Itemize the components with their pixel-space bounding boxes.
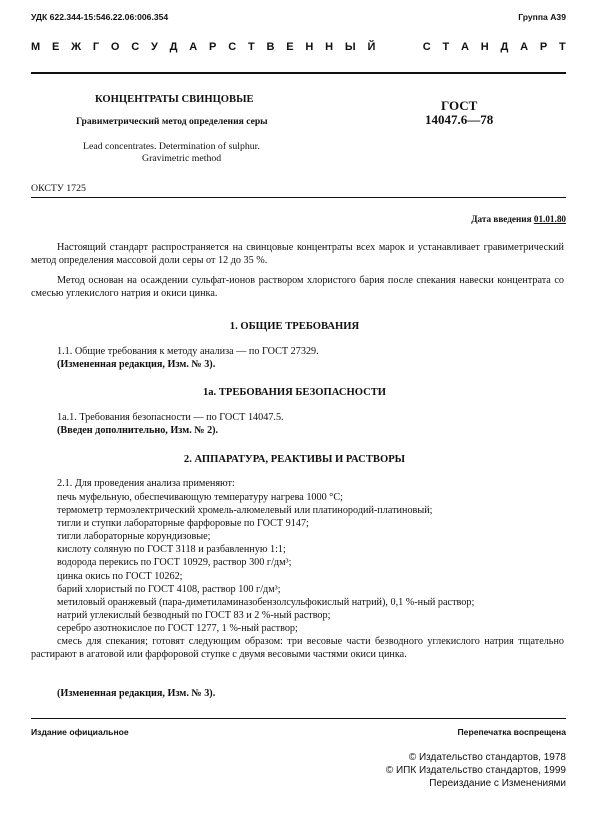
title-ru: КОНЦЕНТРАТЫ СВИНЦОВЫЕ: [95, 94, 254, 105]
banner-letter: [405, 41, 411, 57]
intro-paragraph-2: Метод основан на осаждении сульфат-ионов раствором хлористого бария после спекания навески концентрата со смесью углекислого натрия и окиси цинка.: [31, 275, 564, 299]
banner-letter: Ж: [71, 41, 82, 53]
banner-letter: А: [520, 41, 529, 53]
banner-letter: М: [31, 41, 41, 53]
banner-letter: Д: [500, 41, 509, 53]
section-1-note: (Измененная редакция, Изм. № 3).: [57, 359, 216, 370]
banner-letter: [387, 41, 393, 57]
banner-letter: Е: [51, 41, 60, 53]
reagent-item: печь муфельную, обеспечивающую температуру нагрева 1000 °С;: [57, 492, 343, 503]
group-code: Группа А39: [518, 12, 566, 22]
title-en-line2: Gravimetric method: [142, 153, 222, 164]
section-2-intro: 2.1. Для проведения анализа применяют:: [57, 478, 235, 489]
banner-letter: Д: [169, 41, 178, 53]
okstu-code: ОКСТУ 1725: [31, 183, 86, 194]
reagent-item: метиловый оранжевый (пара-диметиламиназобензолсульфокислый натрий), 0,1 %-ный раствор;: [57, 596, 475, 608]
section-1a-note: (Введен дополнительно, Изм. № 2).: [57, 425, 219, 436]
official-edition: Издание официальное: [31, 727, 129, 737]
method-title-ru: Гравиметрический метод определения серы: [76, 116, 268, 127]
okstu-rule: [31, 197, 566, 198]
top-rule: [31, 72, 566, 74]
banner-letter: У: [151, 41, 158, 53]
banner-letter: Ы: [344, 41, 356, 53]
title-en-line1: Lead concentrates. Determination of sulphur.: [83, 141, 260, 152]
reagent-item: водорода перекись по ГОСТ 10929, раствор 300 г/дм³;: [57, 557, 292, 569]
section-1a-heading: 1а. ТРЕБОВАНИЯ БЕЗОПАСНОСТИ: [202, 387, 387, 398]
banner-letter: А: [189, 41, 198, 53]
reagent-item: барий хлористый по ГОСТ 4108, раствор 100 г/дм³;: [57, 583, 281, 595]
reissue-note: Переиздание с Изменениями: [429, 778, 566, 789]
banner-letter: Т: [442, 41, 450, 53]
banner-letter: Н: [305, 41, 314, 53]
banner-letter: С: [228, 41, 237, 53]
banner-letter: Н: [480, 41, 489, 53]
section-1-text: 1.1. Общие требования к методу анализа — по ГОСТ 27329.: [57, 346, 319, 357]
sintering-mixture-text: смесь для спекания; готовят следующим образом: три весовые части безводного углекислого натрия тщательно растирают в агатовой или фарфоровой ступке с двумя весовыми частями окиси цинка.: [31, 636, 564, 660]
section-1-heading: 1. ОБЩИЕ ТРЕБОВАНИЯ: [229, 321, 360, 332]
banner-letter: Р: [539, 41, 548, 53]
udk-code: УДК 622.344-15:546.22.06:006.354: [31, 12, 169, 22]
reagent-item: тигли лабораторные корундизовые;: [57, 531, 211, 543]
reagent-item: цинка окись по ГОСТ 10262;: [57, 570, 183, 582]
copyright-1999: © ИПК Издательство стандартов, 1999: [385, 765, 566, 776]
intro-paragraph-1: Настоящий стандарт распространяется на свинцовые концентраты всех марок и устанавливает гравиметрический метод определения массовой доли серы от 12 до 35 %.: [31, 242, 564, 266]
banner-letter: А: [461, 41, 469, 53]
reprint-prohibited: Перепечатка воспрещена: [457, 727, 566, 737]
banner-letter: Н: [325, 41, 334, 53]
banner-letter: Й: [367, 41, 376, 53]
reagent-item: тигли и ступки лабораторные фарфоровые по ГОСТ 9147;: [57, 518, 309, 530]
banner-letter: Т: [247, 41, 255, 53]
date-value: 01.01.80: [533, 214, 566, 224]
reagent-list: [57, 491, 474, 635]
banner-letter: Е: [286, 41, 294, 53]
copyright-1978: © Издательство стандартов, 1978: [408, 752, 566, 763]
footer-rule: [31, 718, 566, 719]
reagent-item: кислоту соляную по ГОСТ 3118 и разбавленную 1:1;: [57, 544, 286, 556]
section-2-note: (Измененная редакция, Изм. № 3).: [57, 688, 216, 699]
banner-letter: Р: [209, 41, 217, 53]
gost-number: 14047.6—78: [425, 112, 494, 127]
reagent-item: натрий углекислый безводный по ГОСТ 83 и 2 %-ный раствор;: [57, 609, 331, 621]
banner-letter: Т: [559, 41, 566, 53]
reagent-item: серебро азотнокислое по ГОСТ 1277, 1 %-ный раствор;: [57, 622, 298, 634]
reagent-item: термометр термоэлектрический хромель-алюмелевый или платинородий-платиновый;: [57, 505, 433, 517]
gost-label: ГОСТ: [441, 98, 478, 113]
section-2-heading: 2. АППАРАТУРА, РЕАКТИВЫ И РАСТВОРЫ: [183, 454, 406, 465]
banner-letter: С: [422, 41, 431, 53]
effective-date: [471, 214, 566, 224]
interstate-standard-banner: [31, 41, 566, 57]
section-1a-text: 1а.1. Требования безопасности — по ГОСТ 14047.5.: [57, 412, 284, 423]
banner-letter: О: [110, 41, 120, 53]
banner-letter: В: [266, 41, 275, 53]
date-label: Дата введения: [471, 214, 532, 224]
banner-letter: Г: [92, 41, 100, 53]
banner-letter: С: [131, 41, 140, 53]
